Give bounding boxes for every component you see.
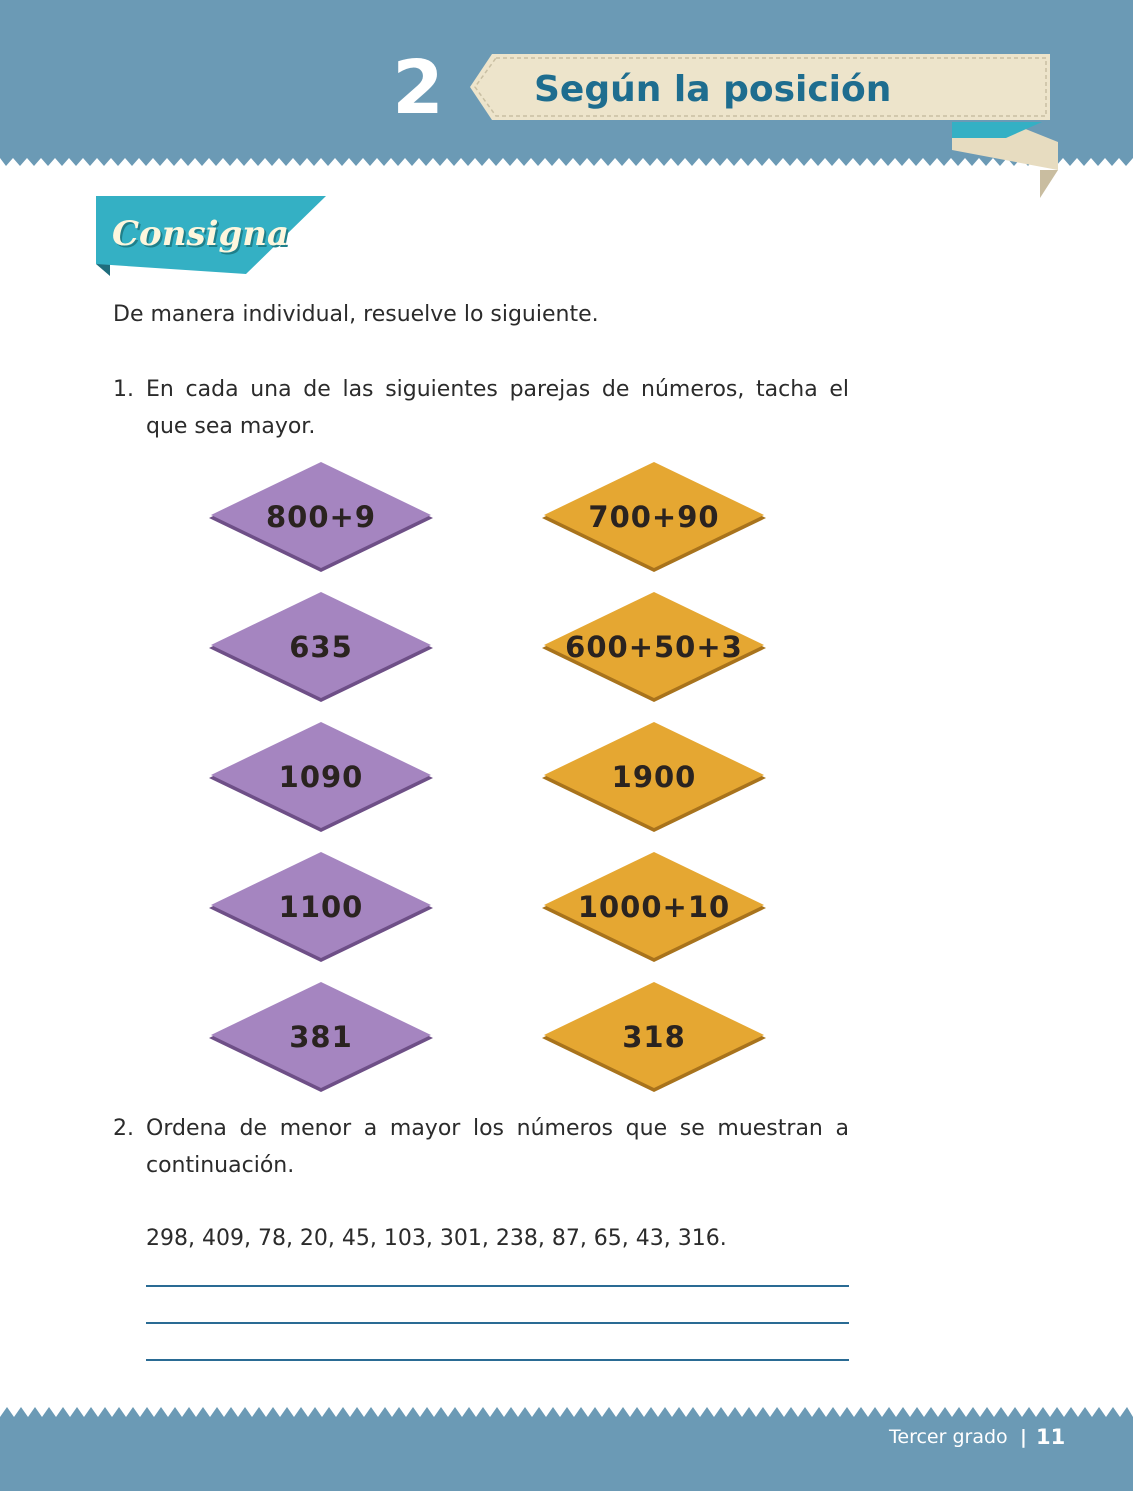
footer-separator: | xyxy=(1020,1426,1027,1448)
diamond-left-3[interactable] xyxy=(207,720,435,834)
diamond-right-3[interactable] xyxy=(540,720,768,834)
diamond-right-5-label: 318 xyxy=(622,1020,686,1054)
diamond-right-2[interactable] xyxy=(540,590,768,704)
page-number: 11 xyxy=(1036,1425,1066,1449)
question-2 xyxy=(113,1110,849,1184)
footer-grade: Tercer grado xyxy=(889,1426,1008,1448)
consigna-label: Consigna xyxy=(112,214,290,254)
question-1-text: En cada una de las siguientes parejas de números, tacha el que sea mayor. xyxy=(146,377,849,439)
number-list: 298, 409, 78, 20, 45, 103, 301, 238, 87, 65, 43, 316. xyxy=(146,1226,727,1251)
lesson-number: 2 xyxy=(392,45,444,131)
diamond-right-1-label: 700+90 xyxy=(588,500,720,534)
diamond-left-2[interactable] xyxy=(207,590,435,704)
instruction-text: De manera individual, resuelve lo siguiente. xyxy=(113,302,599,327)
question-2-text: Ordena de menor a mayor los números que se muestran a continuación. xyxy=(146,1116,849,1178)
question-1 xyxy=(113,371,849,445)
diamond-left-4-label: 1100 xyxy=(278,890,364,924)
diamond-left-1-label: 800+9 xyxy=(265,500,376,534)
diamond-right-2-label: 600+50+3 xyxy=(565,630,743,664)
answer-line-1[interactable] xyxy=(146,1285,849,1287)
answer-line-2[interactable] xyxy=(146,1322,849,1324)
question-2-number: 2. xyxy=(113,1116,134,1141)
answer-line-3[interactable] xyxy=(146,1359,849,1361)
diamond-left-2-label: 635 xyxy=(289,630,353,664)
diamond-left-5[interactable] xyxy=(207,980,435,1094)
diamond-right-4[interactable] xyxy=(540,850,768,964)
diamond-left-1[interactable] xyxy=(207,460,435,574)
question-1-number: 1. xyxy=(113,377,134,402)
diamond-right-3-label: 1900 xyxy=(611,760,697,794)
diamond-left-4[interactable] xyxy=(207,850,435,964)
diamond-right-4-label: 1000+10 xyxy=(577,890,731,924)
lesson-title: Según la posición xyxy=(534,69,892,110)
diamond-left-3-label: 1090 xyxy=(278,760,364,794)
diamond-left-5-label: 381 xyxy=(289,1020,353,1054)
diamond-right-1[interactable] xyxy=(540,460,768,574)
diamond-right-5[interactable] xyxy=(540,980,768,1094)
